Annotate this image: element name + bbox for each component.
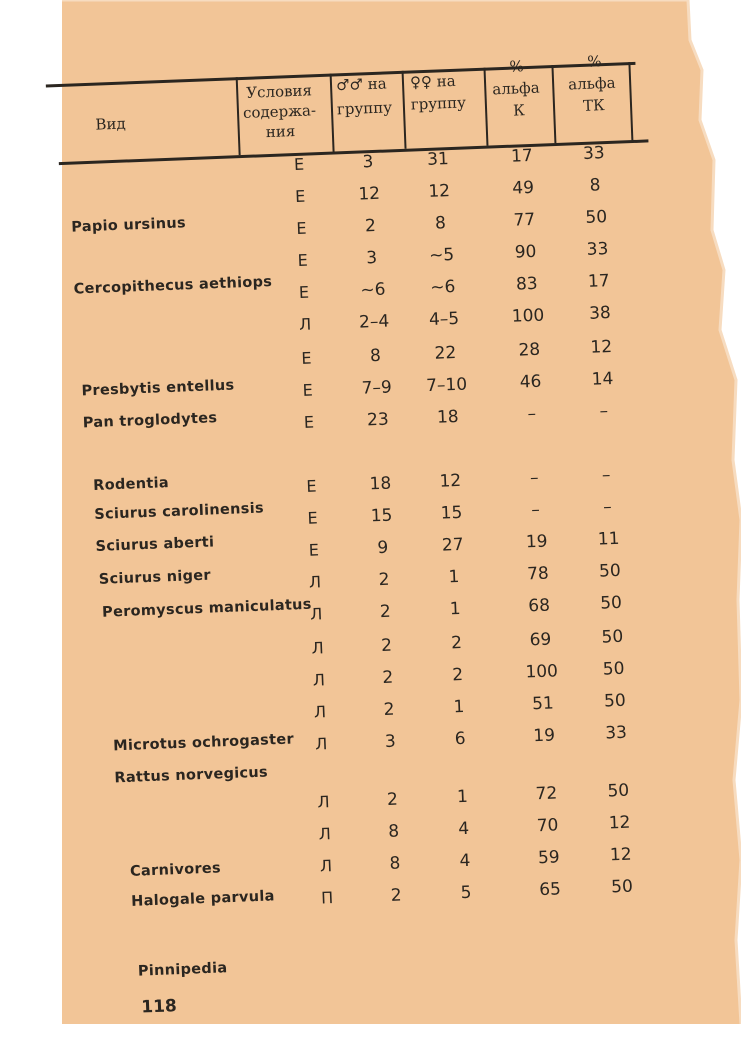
col-divider-6 xyxy=(628,62,633,140)
cell-tk: 50 xyxy=(599,592,623,614)
cell-tk: 50 xyxy=(603,690,627,712)
species-label: Sciurus aberti xyxy=(95,534,215,555)
cell-cond: Л xyxy=(317,792,330,812)
cell-m: 15 xyxy=(370,505,393,527)
cell-tk: – xyxy=(602,497,613,518)
header-conditions-line1: Условия xyxy=(245,81,313,102)
species-label: Presbytis entellus xyxy=(81,377,235,400)
cell-f: ~6 xyxy=(429,276,456,298)
species-label: Microtus ochrogaster xyxy=(112,731,295,755)
cell-tk: 50 xyxy=(610,876,634,898)
species-label: Cercopithecus aethiops xyxy=(73,273,273,298)
cell-f: 15 xyxy=(440,502,463,524)
cell-tk: 12 xyxy=(609,844,632,866)
cell-k: 70 xyxy=(536,815,559,837)
cell-tk: 50 xyxy=(598,560,622,582)
species-label: Pan troglodytes xyxy=(82,410,218,432)
cell-k: 72 xyxy=(535,783,558,805)
cell-cond: Е xyxy=(298,282,310,302)
species-label: Sciurus carolinensis xyxy=(94,500,265,523)
cell-f: 2 xyxy=(450,632,463,654)
col-divider-3 xyxy=(402,71,407,149)
cell-k: 100 xyxy=(525,661,559,683)
cell-cond: Е xyxy=(302,380,314,400)
col-divider-5 xyxy=(551,65,556,143)
cell-m: 2 xyxy=(382,667,394,689)
cell-k: 100 xyxy=(511,305,545,327)
cell-f: 1 xyxy=(449,598,462,620)
cell-cond: Е xyxy=(294,186,306,207)
header-conditions-line3: ния xyxy=(265,121,296,142)
cell-k: 46 xyxy=(519,371,542,393)
cell-f: 5 xyxy=(460,882,472,904)
cell-tk: 12 xyxy=(590,336,613,358)
species-label: Carnivores xyxy=(129,860,222,880)
cell-f: 1 xyxy=(456,786,469,808)
cell-cond: Л xyxy=(311,638,325,658)
header-species: Вид xyxy=(95,114,126,134)
cell-f: 1 xyxy=(453,696,465,718)
cell-k: 90 xyxy=(514,241,537,263)
col-divider-1 xyxy=(236,77,241,155)
cell-cond: Е xyxy=(301,348,312,368)
cell-f: 6 xyxy=(454,728,467,750)
header-alphaTK-line2: альфа xyxy=(567,73,616,94)
species-label: Pinnipedia xyxy=(137,960,228,980)
cell-m: 7–9 xyxy=(361,377,393,399)
cell-m: 2 xyxy=(364,215,377,237)
cell-f: 4–5 xyxy=(428,308,460,330)
header-conditions-line2: содержа- xyxy=(242,101,317,122)
cell-cond: Л xyxy=(313,702,327,722)
cell-tk: 17 xyxy=(587,271,610,292)
cell-k: – xyxy=(530,499,541,521)
cell-m: 3 xyxy=(365,247,378,269)
cell-f: 8 xyxy=(434,213,447,234)
cell-f: 31 xyxy=(426,149,450,170)
header-alphaTK-line3: ТК xyxy=(582,96,605,115)
cell-f: 22 xyxy=(434,342,457,364)
cell-cond: Е xyxy=(296,218,307,239)
species-label: Halogale parvula xyxy=(130,888,275,910)
cell-tk: 50 xyxy=(585,207,608,228)
cell-cond: Е xyxy=(293,154,305,175)
cell-cond: Е xyxy=(305,476,317,496)
cell-tk: 12 xyxy=(608,812,631,834)
cell-f: 27 xyxy=(441,534,464,556)
cell-cond: Л xyxy=(312,670,326,690)
cell-f: ~5 xyxy=(428,244,455,266)
header-alphaTK-line1: % xyxy=(586,52,602,71)
cell-k: 78 xyxy=(526,563,550,585)
cell-k: 77 xyxy=(513,209,536,231)
cell-k: 69 xyxy=(529,629,552,651)
cell-cond: Е xyxy=(307,508,319,528)
cell-cond: П xyxy=(320,888,334,908)
cell-m: 3 xyxy=(384,731,397,752)
cell-f: 1 xyxy=(448,567,460,588)
cell-k: 19 xyxy=(525,531,548,553)
cell-tk: 50 xyxy=(602,658,625,680)
cell-k: 17 xyxy=(510,145,534,167)
cell-cond: Л xyxy=(309,604,323,624)
species-label: Sciurus niger xyxy=(98,567,212,588)
cell-m: 18 xyxy=(369,473,392,495)
cell-tk: 50 xyxy=(601,626,624,648)
species-label: Papio ursinus xyxy=(71,215,187,236)
cell-f: 12 xyxy=(439,470,462,492)
species-label: Rodentia xyxy=(92,475,170,494)
cell-m: 8 xyxy=(389,853,401,874)
cell-tk: 8 xyxy=(589,175,601,196)
cell-tk: 33 xyxy=(586,239,609,260)
cell-k: – xyxy=(529,467,539,489)
cell-k: 19 xyxy=(532,725,556,747)
cell-m: ~6 xyxy=(360,279,386,301)
cell-m: 23 xyxy=(366,409,390,431)
cell-tk: – xyxy=(601,465,611,486)
cell-k: 83 xyxy=(515,273,539,295)
cell-tk: – xyxy=(599,401,609,422)
cell-m: 8 xyxy=(369,345,382,367)
cell-m: 3 xyxy=(362,152,374,173)
cell-k: 28 xyxy=(518,339,541,361)
cell-m: 9 xyxy=(377,537,389,559)
header-alphaK-line3: К xyxy=(512,101,526,120)
species-label: Rattus norvegicus xyxy=(114,764,269,787)
header-alphaK-line1: % xyxy=(509,57,525,76)
cell-m: 2 xyxy=(380,635,393,657)
cell-tk: 38 xyxy=(588,303,612,324)
cell-m: 8 xyxy=(387,821,400,842)
page-number: 118 xyxy=(140,996,178,1018)
cell-m: 2 xyxy=(386,789,399,810)
cell-m: 2 xyxy=(378,569,390,591)
cell-cond: Л xyxy=(314,734,328,754)
cell-f: 2 xyxy=(451,664,464,686)
cell-tk: 33 xyxy=(604,722,628,744)
cell-f: 4 xyxy=(457,818,470,840)
header-males-line1: ♂♂ на xyxy=(335,74,387,95)
cell-k: 65 xyxy=(538,879,562,901)
cell-f: 18 xyxy=(436,406,460,428)
col-divider-2 xyxy=(330,74,335,152)
cell-tk: 50 xyxy=(607,780,630,802)
cell-f: 7–10 xyxy=(425,374,468,397)
header-females-line2: группу xyxy=(410,93,467,114)
cell-m: 2–4 xyxy=(358,311,390,333)
header-females-line1: ♀♀ на xyxy=(409,71,456,92)
cell-cond: Л xyxy=(319,856,333,876)
cell-f: 4 xyxy=(459,850,471,872)
cell-k: 59 xyxy=(537,847,561,869)
cell-cond: Л xyxy=(318,824,332,844)
cell-f: 12 xyxy=(427,181,451,202)
cell-cond: Е xyxy=(303,412,315,432)
species-label: Peromyscus maniculatus xyxy=(101,596,312,621)
header-males-line2: группу xyxy=(336,98,393,119)
cell-m: 2 xyxy=(390,885,402,906)
cell-k: 51 xyxy=(531,693,555,715)
cell-cond: Е xyxy=(308,540,320,560)
cell-tk: 14 xyxy=(591,368,614,390)
cell-tk: 33 xyxy=(582,143,606,164)
cell-k: 68 xyxy=(527,595,551,617)
cell-tk: 11 xyxy=(597,528,620,550)
cell-cond: Л xyxy=(308,572,322,592)
cell-m: 2 xyxy=(383,699,395,721)
header-alphaK-line2: альфа xyxy=(491,78,540,99)
col-divider-4 xyxy=(483,68,488,146)
cell-m: 2 xyxy=(379,601,392,623)
cell-k: – xyxy=(527,403,537,425)
cell-m: 12 xyxy=(358,183,381,205)
cell-cond: Е xyxy=(297,250,309,270)
cell-k: 49 xyxy=(511,177,535,199)
cell-cond: Л xyxy=(298,314,312,334)
